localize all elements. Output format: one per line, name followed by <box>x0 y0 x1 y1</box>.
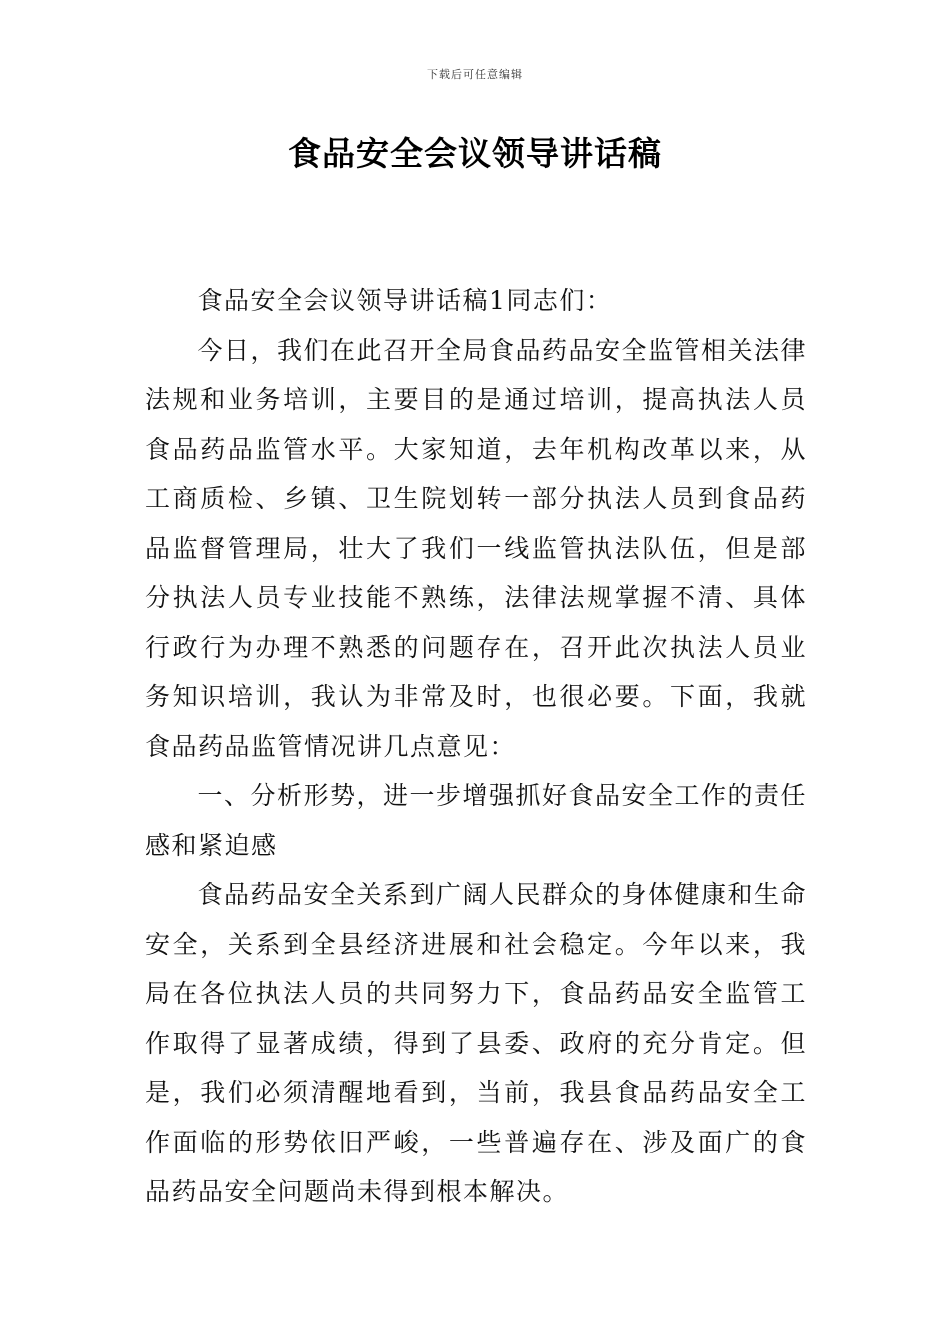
paragraph-opening: 食品安全会议领导讲话稿1同志们： <box>197 286 613 315</box>
section-heading: 一、分析形势，进一步增强抓好食品安全工作的责任感和紧迫感 <box>145 781 808 860</box>
paragraph-situation: 食品药品安全关系到广阔人民群众的身体健康和生命安全，关系到全县经济进展和社会稳定。今年以来，我局在各位执法人员的共同努力下，食品药品安全监管工作取得了显著成绩，得到了县委、政府的充分肯定。但是，我们必须清醒地看到，当前，我县食品药品安全工作面临的形势依旧严峻，一些普遍存在、涉及面广的食品药品安全问题尚未得到根本解决。 <box>145 880 808 1206</box>
header-note: 下载后可任意编辑 <box>427 68 523 81</box>
paragraph-introduction: 今日，我们在此召开全局食品药品安全监管相关法律法规和业务培训，主要目的是通过培训，提高执法人员食品药品监管水平。大家知道，去年机构改革以来，从工商质检、乡镇、卫生院划转一部分执法人员到食品药品监督管理局，壮大了我们一线监管执法队伍，但是部分执法人员专业技能不熟练，法律法规掌握不清、具体行政行为办理不熟悉的问题存在，召开此次执法人员业务知识培训，我认为非常及时，也很必要。下面，我就食品药品监管情况讲几点意见： <box>145 335 808 761</box>
document-body <box>145 276 807 1217</box>
document-title: 食品安全会议领导讲话稿 <box>288 134 662 173</box>
